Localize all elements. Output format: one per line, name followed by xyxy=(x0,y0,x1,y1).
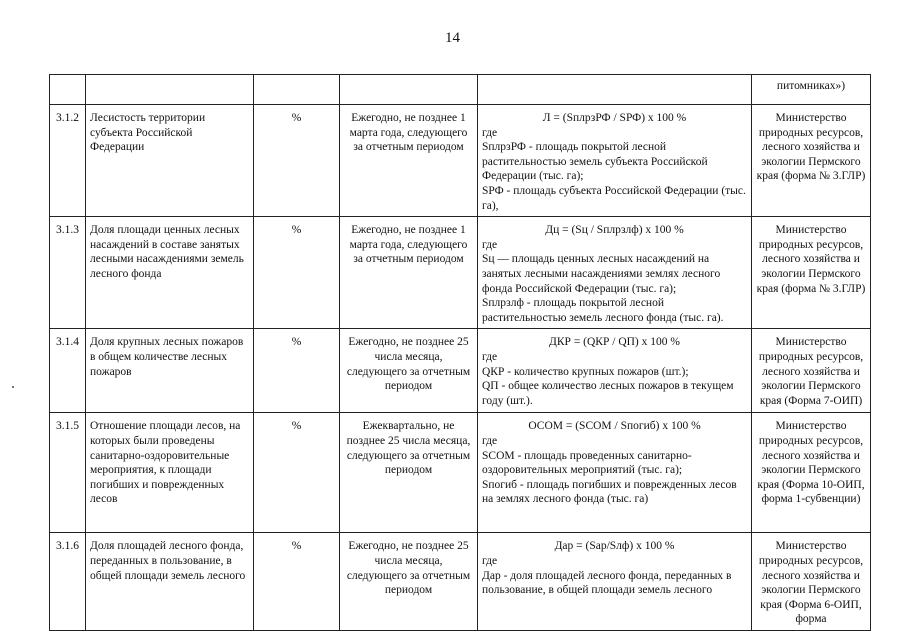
indicator-cell: Отношение площади лесов, на которых были проведены санитарно-оздоровительные мероприятия, к площади погибших и поврежденных лесов xyxy=(86,413,254,533)
formula-cell xyxy=(478,329,752,413)
frequency-cell xyxy=(340,75,478,105)
row-number-cell: 3.1.5 xyxy=(50,413,86,533)
row-number-cell: 3.1.3 xyxy=(50,217,86,329)
formula-line: QКР - количество крупных пожаров (шт.); xyxy=(482,365,689,378)
table-row xyxy=(50,329,871,413)
row-number-cell: 3.1.2 xyxy=(50,105,86,217)
indicator-cell: Доля площадей лесного фонда, переданных в пользование, в общей площади земель лесного xyxy=(86,533,254,631)
indicator-cell: Лесистость территории субъекта Российской Федерации xyxy=(86,105,254,217)
row-number-cell: 3.1.4 xyxy=(50,329,86,413)
unit-cell: % xyxy=(254,329,340,413)
formula-cell xyxy=(478,105,752,217)
formula-equation: Дц = (Sц / Sплрзлф) х 100 % xyxy=(545,224,684,237)
formula-cell xyxy=(478,217,752,329)
frequency-cell: Ежегодно, не позднее 25 числа месяца, следующего за отчетным периодом xyxy=(340,329,478,413)
indicator-cell: Доля крупных лесных пожаров в общем количестве лесных пожаров xyxy=(86,329,254,413)
formula-line: где xyxy=(482,238,498,251)
frequency-cell: Ежегодно, не позднее 25 числа месяца, следующего за отчетным периодом xyxy=(340,533,478,631)
page-number: 14 xyxy=(445,30,460,46)
formula-line: где xyxy=(482,350,498,363)
frequency-cell: Ежегодно, не позднее 1 марта года, следующего за отчетным периодом xyxy=(340,105,478,217)
formula-equation: ОСОМ = (SСОМ / Sпогиб) х 100 % xyxy=(528,420,701,433)
table-row xyxy=(50,533,871,631)
formula-equation: Дар = (Sар/Sлф) х 100 % xyxy=(554,540,675,553)
source-cell: Министерство природных ресурсов, лесного хозяйства и экологии Пермского края (Форма 6-ОИП, форма xyxy=(752,533,871,631)
formula-cell xyxy=(478,533,752,631)
formula-line: где xyxy=(482,126,498,139)
formula-line: SСОМ - площадь проведенных санитарно-оздоровительных мероприятий (тыс. га); xyxy=(482,449,692,477)
table-row xyxy=(50,75,871,105)
formula-line: QП - общее количество лесных пожаров в текущем году (шт.). xyxy=(482,380,734,407)
formula-line: где xyxy=(482,434,498,447)
formula-line: Дар - доля площадей лесного фонда, переданных в пользование, в общей площади земель лесного xyxy=(482,569,732,597)
unit-cell: % xyxy=(254,217,340,329)
unit-cell: % xyxy=(254,533,340,631)
formula-line: Sплрзлф - площадь покрытой лесной растительностью земель лесного фонда (тыс. га). xyxy=(482,297,724,324)
source-cell: Министерство природных ресурсов, лесного хозяйства и экологии Пермского края (форма № 3.ГЛР) xyxy=(752,105,871,217)
formula-equation: Л = (SплрзРФ / SРФ) х 100 % xyxy=(542,112,687,124)
indicator-cell xyxy=(86,75,254,105)
source-cell: Министерство природных ресурсов, лесного хозяйства и экологии Пермского края (форма № 3.ГЛР) xyxy=(752,217,871,329)
table-row xyxy=(50,105,871,217)
unit-cell: % xyxy=(254,105,340,217)
source-cell: Министерство природных ресурсов, лесного хозяйства и экологии Пермского края (Форма 10-ОИП, форма 1-субвенции) xyxy=(752,413,871,533)
row-number-cell: 3.1.6 xyxy=(50,533,86,631)
scan-speck xyxy=(12,386,14,388)
formula-cell xyxy=(478,75,752,105)
table-row xyxy=(50,217,871,329)
unit-cell: % xyxy=(254,413,340,533)
table-row xyxy=(50,413,871,533)
formula-line: SплрзРФ - площадь покрытой лесной растительностью земель субъекта Российской Федерации (тыс. га); xyxy=(482,141,708,183)
formula-line: SРФ - площадь субъекта Российской Федерации (тыс. га), xyxy=(482,184,746,212)
source-cell: Министерство природных ресурсов, лесного хозяйства и экологии Пермского края (Форма 7-ОИП) xyxy=(752,329,871,413)
formula-equation: ДКР = (QКР / QП) х 100 % xyxy=(549,336,680,349)
indicator-cell: Доля площади ценных лесных насаждений в составе занятых лесными насаждениями земель лесного фонда xyxy=(86,217,254,329)
indicators-table xyxy=(49,74,871,631)
frequency-cell: Ежеквартально, не позднее 25 числа месяца, следующего за отчетным периодом xyxy=(340,413,478,533)
frequency-cell: Ежегодно, не позднее 1 марта года, следующего за отчетным периодом xyxy=(340,217,478,329)
formula-line: Sц — площадь ценных лесных насаждений на занятых лесными насаждениями землях лесного фонда Российской Федерации (тыс. га); xyxy=(482,253,721,295)
formula-cell xyxy=(478,413,752,533)
formula-line: Sпогиб - площадь погибших и поврежденных лесов на землях лесного фонда (тыс. га) xyxy=(482,478,737,506)
source-cell: питомниках») xyxy=(752,75,871,105)
unit-cell xyxy=(254,75,340,105)
row-number-cell xyxy=(50,75,86,105)
formula-line: где xyxy=(482,554,498,567)
